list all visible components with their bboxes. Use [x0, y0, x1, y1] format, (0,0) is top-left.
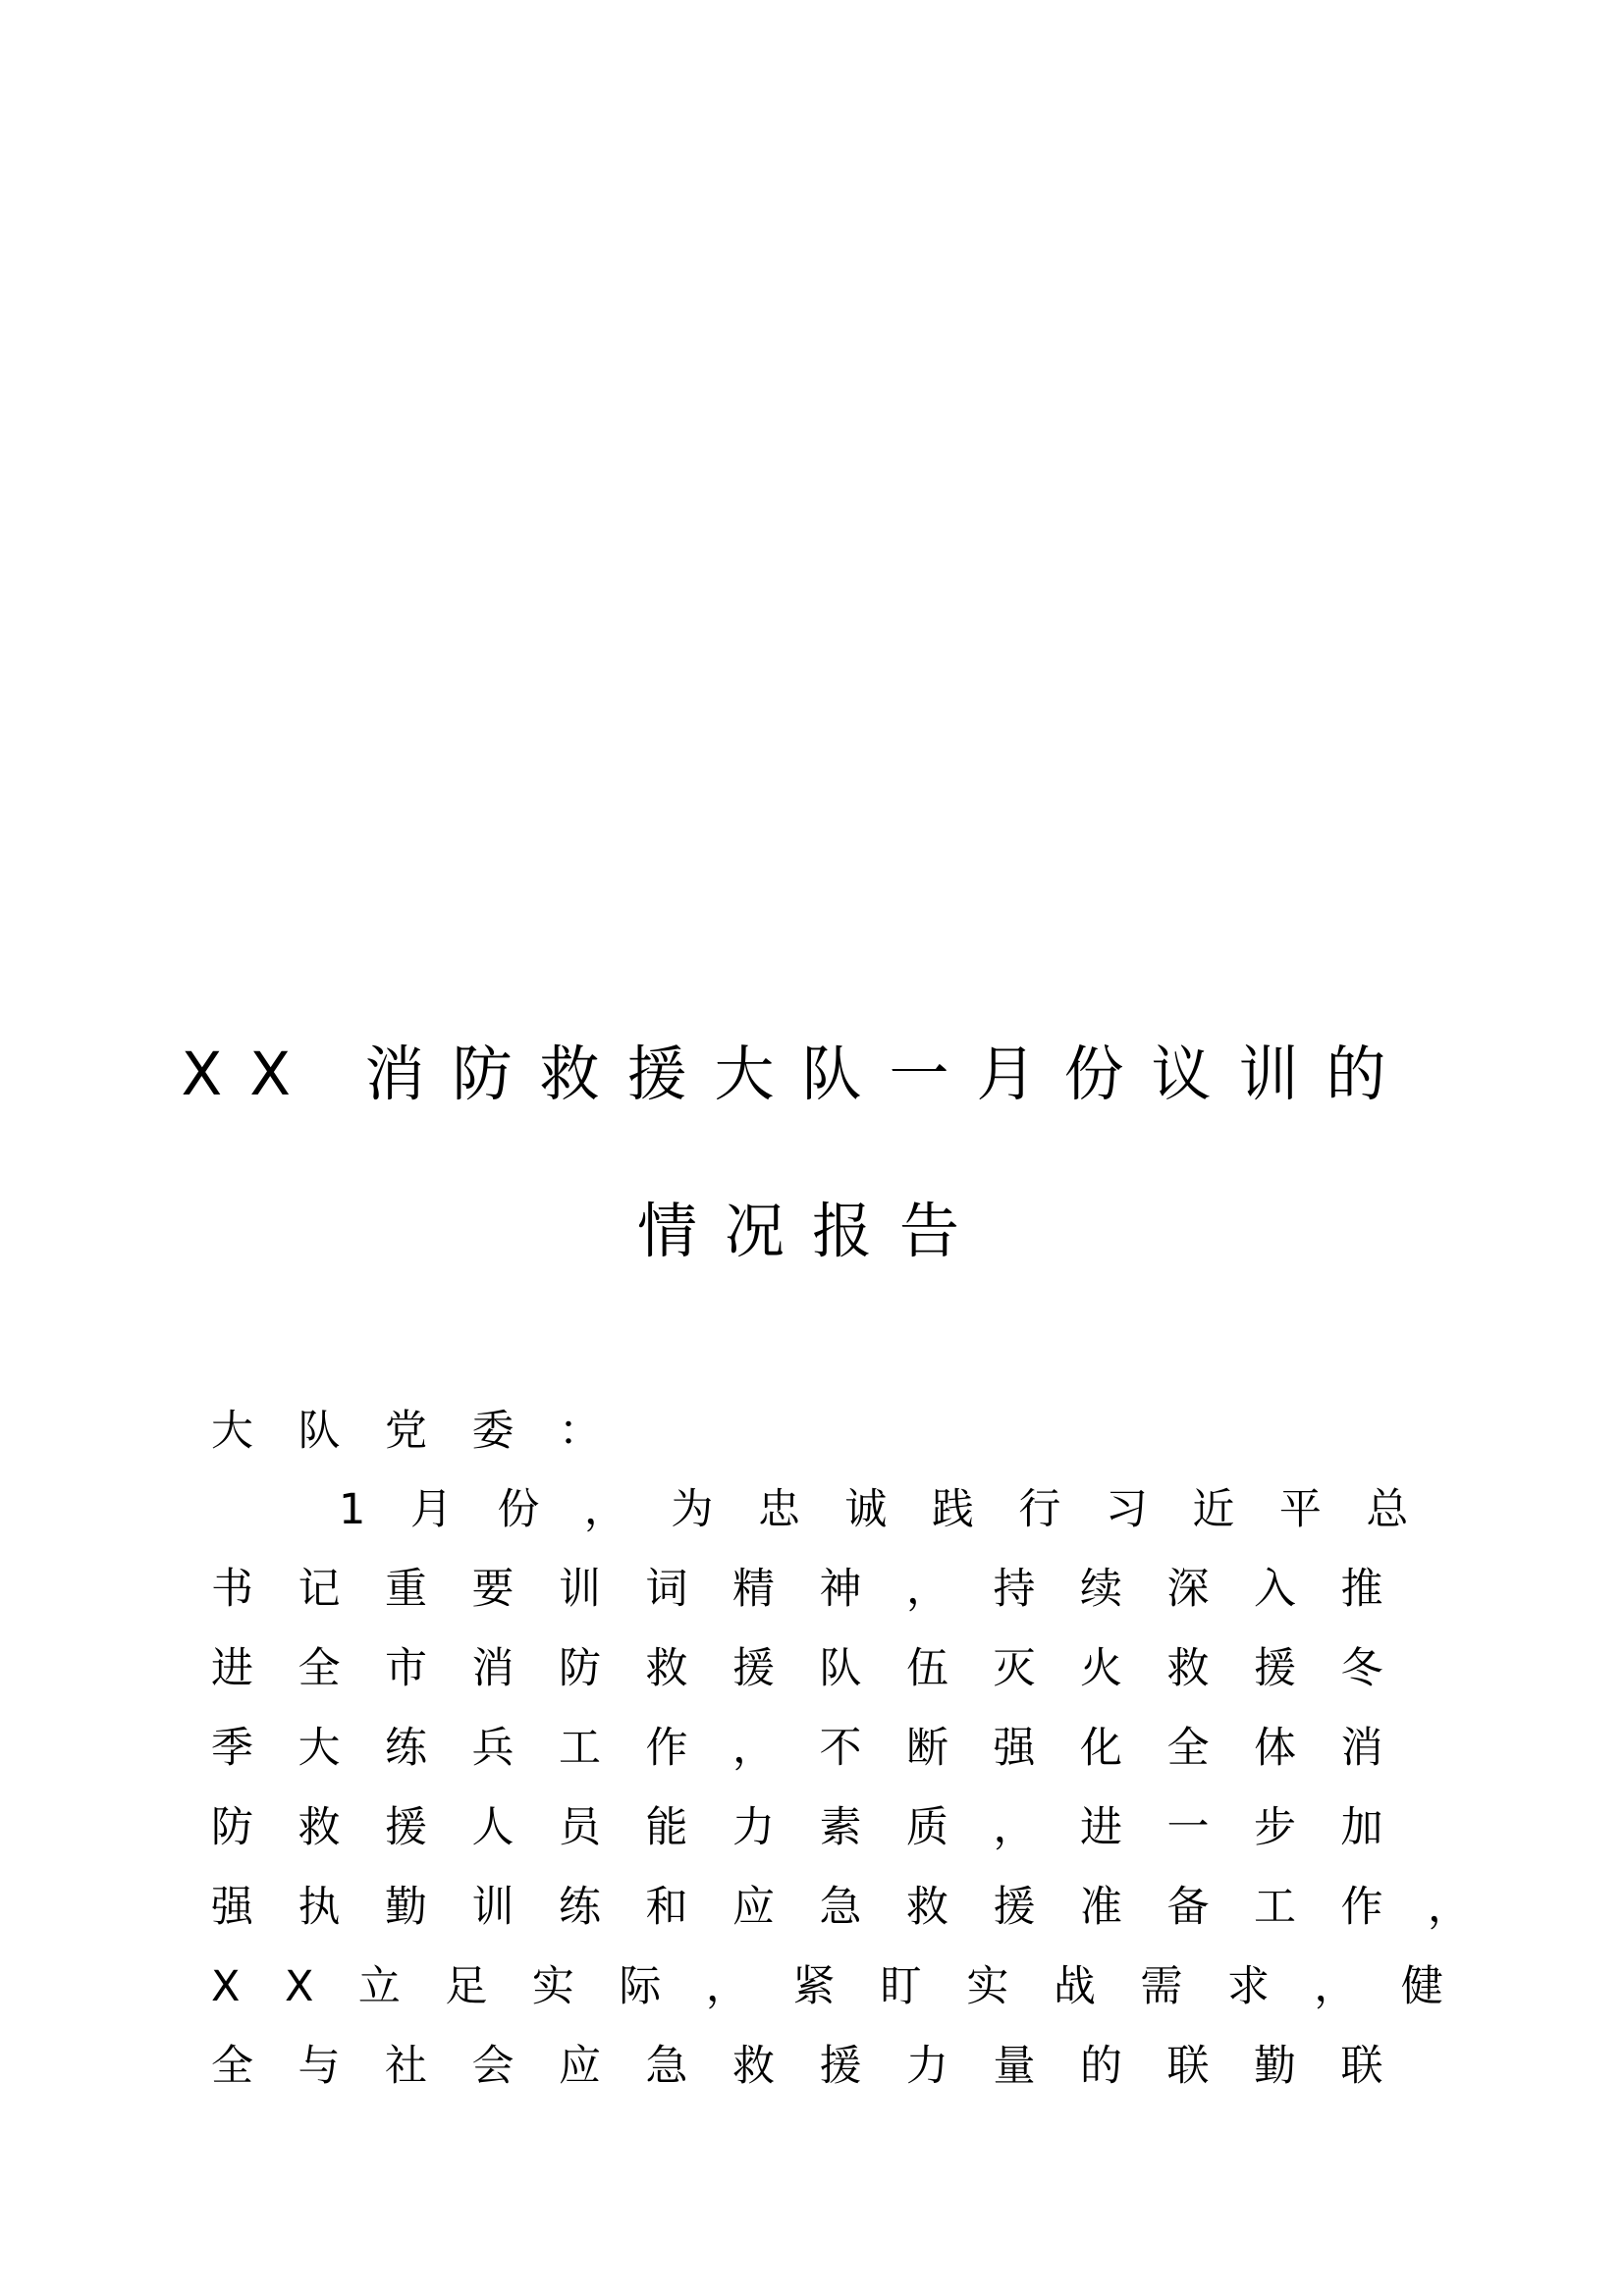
body-line-8: 全与社会应急救援力量的联勤联 [211, 2042, 1428, 2091]
body-line-4: 季大练兵工作，不断强化全体消 [211, 1724, 1428, 1773]
body-line-3: 进全市消防救援队伍灭火救援冬 [211, 1644, 1428, 1693]
document-title-line-1: XX 消防救援大队一月份议训的 [181, 1040, 1414, 1109]
salutation: 大队党委： [211, 1407, 646, 1456]
body-line-5: 防救援人员能力素质，进一步加 [211, 1803, 1428, 1852]
body-line-7: XX立足实际，紧盯实战需求，健 [211, 1962, 1489, 2011]
body-line-6: 强执勤训练和应急救援准备工作， [211, 1883, 1515, 1932]
body-line-2: 书记重要训词精神，持续深入推 [211, 1565, 1428, 1614]
document-title-line-2: 情况报告 [636, 1197, 987, 1266]
body-line-1: 1月份，为忠诚践行习近平总 [339, 1485, 1453, 1534]
